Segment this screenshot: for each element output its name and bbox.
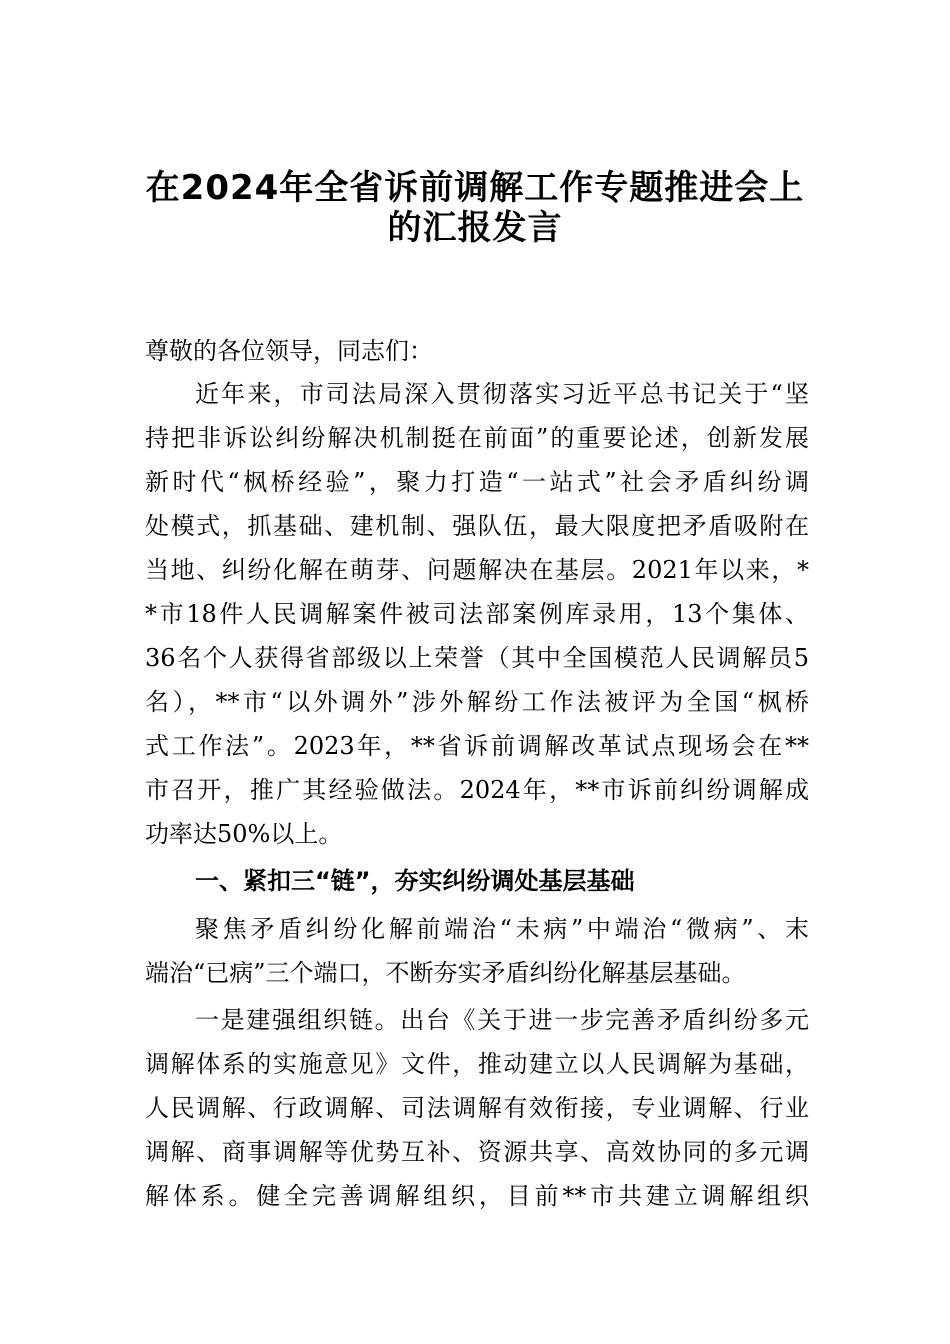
paragraph-line: 名），**市“以外调外”涉外解纷工作法被评为全国“枫桥 [145,688,809,716]
paragraph-line: *市18件人民调解案件被司法部案例库录用，13个集体、 [145,600,809,628]
paragraph-line: 调解体系的实施意见》文件，推动建立以人民调解为基础， [145,1050,809,1078]
paragraph-line: 人民调解、行政调解、司法调解有效衔接，专业调解、行业 [145,1094,809,1122]
section-heading: 一、紧扣三“链”，夯实纠纷调处基层基础 [195,867,635,895]
paragraph-line: 聚焦矛盾纠纷化解前端治“未病”中端治“微病”、末 [195,915,809,943]
document-title-line-2: 的汇报发言 [387,208,563,248]
salutation: 尊敬的各位领导，同志们： [145,337,433,365]
paragraph-line: 端治“已病”三个端口，不断夯实矛盾纠纷化解基层基础。 [145,959,746,987]
paragraph-line: 功率达50%以上。 [145,820,343,848]
paragraph-line: 36名个人获得省部级以上荣誉（其中全国模范人民调解员5 [145,644,809,672]
paragraph-line: 式工作法”。2023年，**省诉前调解改革试点现场会在** [145,732,809,760]
paragraph-line: 持把非诉讼纠纷解决机制挺在前面”的重要论述，创新发展 [145,424,809,452]
paragraph-line: 调解、商事调解等优势互补、资源共享、高效协同的多元调 [145,1138,809,1166]
paragraph-line: 一是建强组织链。出台《关于进一步完善矛盾纠纷多元 [195,1006,809,1034]
paragraph-line: 新时代“枫桥经验”，聚力打造“一站式”社会矛盾纠纷调 [145,468,809,496]
document-title-line-1: 在2024年全省诉前调解工作专题推进会上 [145,168,805,208]
paragraph-line: 市召开，推广其经验做法。2024年，**市诉前纠纷调解成 [145,776,809,804]
paragraph-line: 解体系。健全完善调解组织，目前**市共建立调解组织 [145,1182,809,1210]
paragraph-line: 处模式，抓基础、建机制、强队伍，最大限度把矛盾吸附在 [145,512,809,540]
paragraph-line: 近年来，市司法局深入贯彻落实习近平总书记关于“坚 [195,380,809,408]
paragraph-line: 当地、纠纷化解在萌芽、问题解决在基层。2021年以来，* [145,556,809,584]
